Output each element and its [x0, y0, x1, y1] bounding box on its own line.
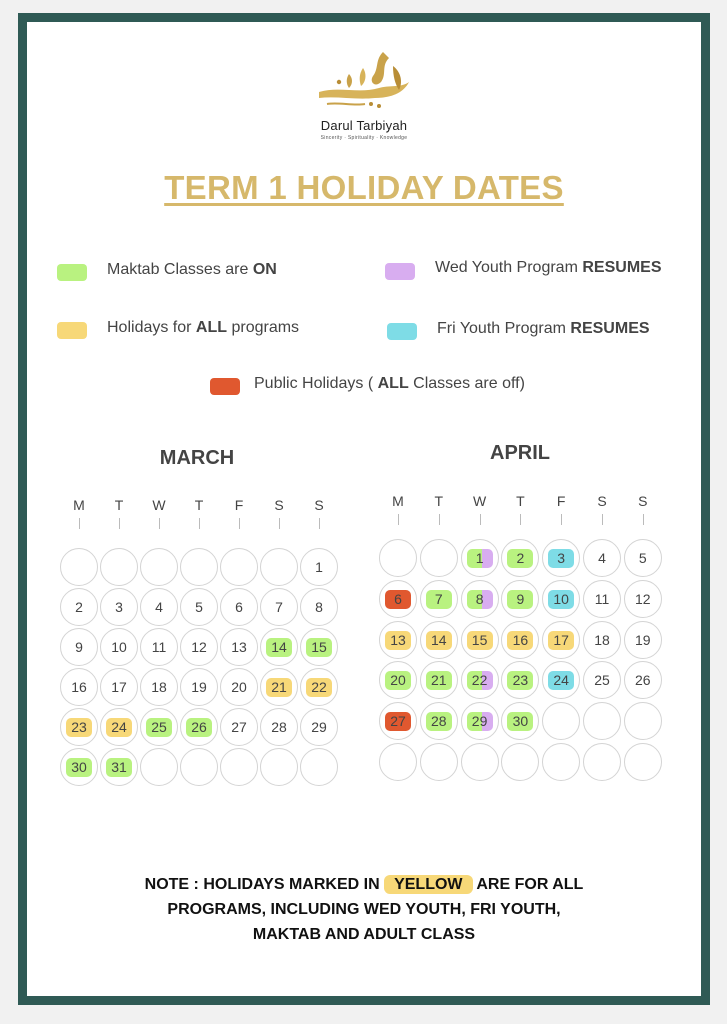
legend-public-text: Public Holidays (: [254, 375, 378, 392]
april-day-11: [583, 580, 621, 618]
april-day-3-number: 3: [557, 550, 566, 566]
march-day-19: [180, 668, 218, 706]
march-day-24: [100, 708, 138, 746]
legend-public-bold: ALL: [377, 375, 409, 392]
april-day-16-number: 16: [512, 631, 529, 648]
march-day-17: [100, 668, 138, 706]
logo: [27, 48, 701, 141]
april-day-4: [583, 539, 621, 577]
march-day-17-number: 17: [111, 679, 127, 695]
april-day-13: [379, 621, 417, 659]
march-empty-day: [260, 548, 298, 586]
april-day-1: [461, 539, 499, 577]
april-day-26-number: 26: [635, 672, 651, 689]
march-day-30: [60, 748, 98, 786]
april-empty-day: [624, 743, 662, 781]
march-day-13-number: 13: [231, 639, 247, 655]
march-day-9-number: 9: [75, 639, 83, 655]
march-day-16: [60, 668, 98, 706]
march-day-19-number: 19: [191, 679, 207, 695]
april-day-12: [624, 580, 662, 618]
april-empty-day: [501, 743, 539, 781]
march-day-12: [180, 628, 218, 666]
april-day-23-number: 23: [512, 672, 529, 689]
march-day-30-number: 30: [71, 759, 87, 775]
april-weekday-label: W: [472, 493, 487, 509]
march-day-6-number: 6: [235, 599, 243, 615]
april-day-3: [542, 539, 580, 577]
april-weekday-tick: [398, 514, 399, 525]
april-day-7-number: 7: [434, 590, 443, 607]
april-weekday-tick: [643, 514, 644, 525]
april-weekday-label: S: [597, 493, 607, 509]
april-day-10: [542, 580, 580, 618]
april-day-4-number: 4: [598, 550, 606, 566]
march-empty-day: [180, 748, 218, 786]
march-empty-day: [300, 748, 338, 786]
march-day-4: [140, 588, 178, 626]
march-day-1-number: 1: [315, 559, 323, 575]
march-day-21: [260, 668, 298, 706]
march-weekday-tick: [199, 518, 200, 529]
april-day-23: [501, 661, 539, 699]
march-day-4-number: 4: [155, 599, 163, 615]
march-day-10-number: 10: [111, 639, 127, 655]
march-day-18: [140, 668, 178, 706]
april-weekday-tick: [602, 514, 603, 525]
april-day-26: [624, 661, 662, 699]
april-day-2-number: 2: [516, 550, 525, 566]
march-weekday-label: M: [73, 497, 85, 513]
march-weekday-tick: [119, 518, 120, 529]
march-empty-day: [180, 548, 218, 586]
april-day-14-number: 14: [431, 631, 447, 648]
march-day-29: [300, 708, 338, 746]
march-day-14: [260, 628, 298, 666]
note: [27, 872, 701, 947]
legend-green-swatch: [57, 264, 87, 281]
april-day-21: [420, 661, 458, 699]
april-day-30: [501, 702, 539, 740]
april-empty-day: [379, 743, 417, 781]
march-empty-day: [60, 548, 98, 586]
april-day-28-number: 28: [431, 713, 447, 730]
march-day-16-number: 16: [71, 679, 87, 695]
march-weekday-tick: [159, 518, 160, 529]
march-weekday-label: W: [152, 497, 166, 513]
march-empty-day: [260, 748, 298, 786]
legend-fri-bold: RESUMES: [570, 320, 650, 337]
legend-public-after: Classes are off): [408, 375, 525, 392]
march-day-23: [60, 708, 98, 746]
march-day-2: [60, 588, 98, 626]
march-day-20: [220, 668, 258, 706]
april-day-8: [461, 580, 499, 618]
april-day-10-number: 10: [553, 590, 569, 607]
april-day-7: [420, 580, 458, 618]
april-day-30-number: 30: [512, 713, 529, 730]
april-day-18-number: 18: [594, 631, 610, 648]
march-day-22: [300, 668, 338, 706]
note-line-1: [27, 872, 701, 897]
legend-wed-text: Wed Youth Program: [435, 259, 583, 276]
march-day-7-number: 7: [275, 599, 283, 615]
april-title: APRIL: [490, 442, 550, 464]
march-day-11: [140, 628, 178, 666]
april-day-25: [583, 661, 621, 699]
april-day-17-number: 17: [553, 631, 569, 648]
legend-yellow-swatch: [57, 322, 87, 339]
april-day-8-number: 8: [475, 590, 484, 607]
april-empty-day: [379, 539, 417, 577]
march-title: MARCH: [159, 447, 235, 469]
march-day-3: [100, 588, 138, 626]
march-weekday-label: S: [314, 497, 324, 513]
march-day-21-number: 21: [271, 679, 287, 695]
march-day-6: [220, 588, 258, 626]
april-day-12-number: 12: [635, 590, 651, 607]
note-line-3: MAKTAB AND ADULT CLASS: [252, 926, 476, 943]
march-day-3-number: 3: [115, 599, 123, 615]
march-day-22-number: 22: [311, 679, 327, 695]
april-day-22: [461, 661, 499, 699]
april-empty-day: [542, 702, 580, 740]
april-empty-day: [583, 743, 621, 781]
march-day-26: [180, 708, 218, 746]
april-day-11-number: 11: [594, 590, 610, 607]
april-empty-day: [420, 539, 458, 577]
april-day-25-number: 25: [594, 672, 610, 689]
march-weekday-tick: [279, 518, 280, 529]
brand-tagline: Sincerity · Spirituality · Knowledge: [320, 135, 408, 141]
calligraphy-logo-icon: [309, 48, 419, 116]
april-day-18: [583, 621, 621, 659]
march-day-31: [100, 748, 138, 786]
april-day-24: [542, 661, 580, 699]
march-day-25-number: 25: [151, 719, 167, 735]
april-day-20-number: 20: [390, 672, 406, 689]
legend-purple-swatch: [385, 263, 415, 280]
april-day-2: [501, 539, 539, 577]
april-day-6-number: 6: [394, 590, 402, 607]
april-empty-day: [542, 743, 580, 781]
april-day-16: [501, 621, 539, 659]
march-day-11-number: 11: [151, 639, 167, 655]
april-day-14: [420, 621, 458, 659]
march-empty-day: [140, 548, 178, 586]
april-day-13-number: 13: [390, 631, 406, 648]
april-day-22-number: 22: [471, 672, 488, 689]
march-day-27-number: 27: [231, 719, 247, 735]
march-day-15-number: 15: [311, 639, 327, 655]
april-day-29-number: 29: [471, 713, 488, 730]
march-day-8: [300, 588, 338, 626]
legend-maktab-bold: ON: [252, 261, 277, 278]
april-day-9-number: 9: [516, 590, 525, 607]
march-day-18-number: 18: [151, 679, 167, 695]
april-day-15: [461, 621, 499, 659]
page-title: TERM 1 HOLIDAY DATES: [164, 169, 564, 206]
legend-red-swatch: [210, 378, 240, 395]
april-day-6: [379, 580, 417, 618]
march-day-29-number: 29: [311, 719, 327, 735]
march-day-13: [220, 628, 258, 666]
brand-name: Darul Tarbiyah: [320, 118, 408, 133]
march-day-9: [60, 628, 98, 666]
march-weekday-label: S: [274, 497, 284, 513]
legend-holidays-text: Holidays for: [107, 319, 196, 336]
april-day-20: [379, 661, 417, 699]
april-day-24-number: 24: [553, 672, 569, 689]
april-day-17: [542, 621, 580, 659]
march-empty-day: [100, 548, 138, 586]
april-empty-day: [583, 702, 621, 740]
march-weekday-label: T: [114, 497, 124, 513]
april-weekday-label: T: [434, 493, 444, 509]
march-day-5-number: 5: [195, 599, 203, 615]
april-day-19: [624, 621, 662, 659]
march-day-1: [300, 548, 338, 586]
legend-holidays-bold: ALL: [195, 319, 228, 336]
note-yellow-highlight: YELLOW: [384, 875, 472, 894]
march-day-14-number: 14: [271, 639, 287, 655]
april-weekday-tick: [561, 514, 562, 525]
april-day-27: [379, 702, 417, 740]
april-weekday-tick: [480, 514, 481, 525]
march-weekday-tick: [79, 518, 80, 529]
april-day-29: [461, 702, 499, 740]
march-day-7: [260, 588, 298, 626]
march-day-26-number: 26: [191, 719, 207, 735]
march-day-25: [140, 708, 178, 746]
note-prefix: NOTE : HOLIDAYS MARKED IN: [144, 876, 385, 893]
march-empty-day: [140, 748, 178, 786]
march-empty-day: [220, 748, 258, 786]
april-empty-day: [420, 743, 458, 781]
april-day-28: [420, 702, 458, 740]
note-suffix: ARE FOR ALL: [472, 876, 584, 893]
legend-maktab-text: Maktab Classes are: [107, 261, 253, 278]
note-line-2: PROGRAMS, INCLUDING WED YOUTH, FRI YOUTH,: [167, 901, 561, 918]
april-day-1-number: 1: [475, 550, 484, 566]
march-day-28: [260, 708, 298, 746]
march-weekday-tick: [239, 518, 240, 529]
march-day-24-number: 24: [111, 719, 127, 735]
legend-wed-bold: RESUMES: [582, 259, 662, 276]
march-day-2-number: 2: [75, 599, 83, 615]
legend-holidays-after: programs: [227, 319, 300, 336]
march-day-10: [100, 628, 138, 666]
april-weekday-label: S: [638, 493, 648, 509]
march-weekday-label: T: [194, 497, 204, 513]
march-day-12-number: 12: [191, 639, 207, 655]
march-day-15: [300, 628, 338, 666]
march-day-28-number: 28: [271, 719, 287, 735]
april-weekday-tick: [520, 514, 521, 525]
april-empty-day: [461, 743, 499, 781]
april-day-9: [501, 580, 539, 618]
april-day-21-number: 21: [431, 672, 447, 689]
april-day-27-number: 27: [390, 713, 406, 730]
april-day-5-number: 5: [638, 550, 647, 566]
march-empty-day: [220, 548, 258, 586]
legend-cyan-swatch: [387, 323, 417, 340]
april-weekday-tick: [439, 514, 440, 525]
april-weekday-label: M: [392, 493, 404, 509]
march-day-27: [220, 708, 258, 746]
march-day-8-number: 8: [315, 599, 323, 615]
march-day-31-number: 31: [111, 759, 127, 775]
march-weekday-tick: [319, 518, 320, 529]
april-weekday-label: T: [516, 493, 525, 509]
april-empty-day: [624, 702, 662, 740]
march-day-5: [180, 588, 218, 626]
flyer-page: [18, 13, 710, 1005]
april-day-5: [624, 539, 662, 577]
march-day-20-number: 20: [231, 679, 247, 695]
april-day-19-number: 19: [635, 631, 651, 648]
april-day-15-number: 15: [471, 631, 488, 648]
march-day-23-number: 23: [71, 719, 87, 735]
april-weekday-label: F: [556, 493, 566, 509]
march-weekday-label: F: [234, 497, 244, 513]
legend-fri-text: Fri Youth Program: [437, 320, 571, 337]
